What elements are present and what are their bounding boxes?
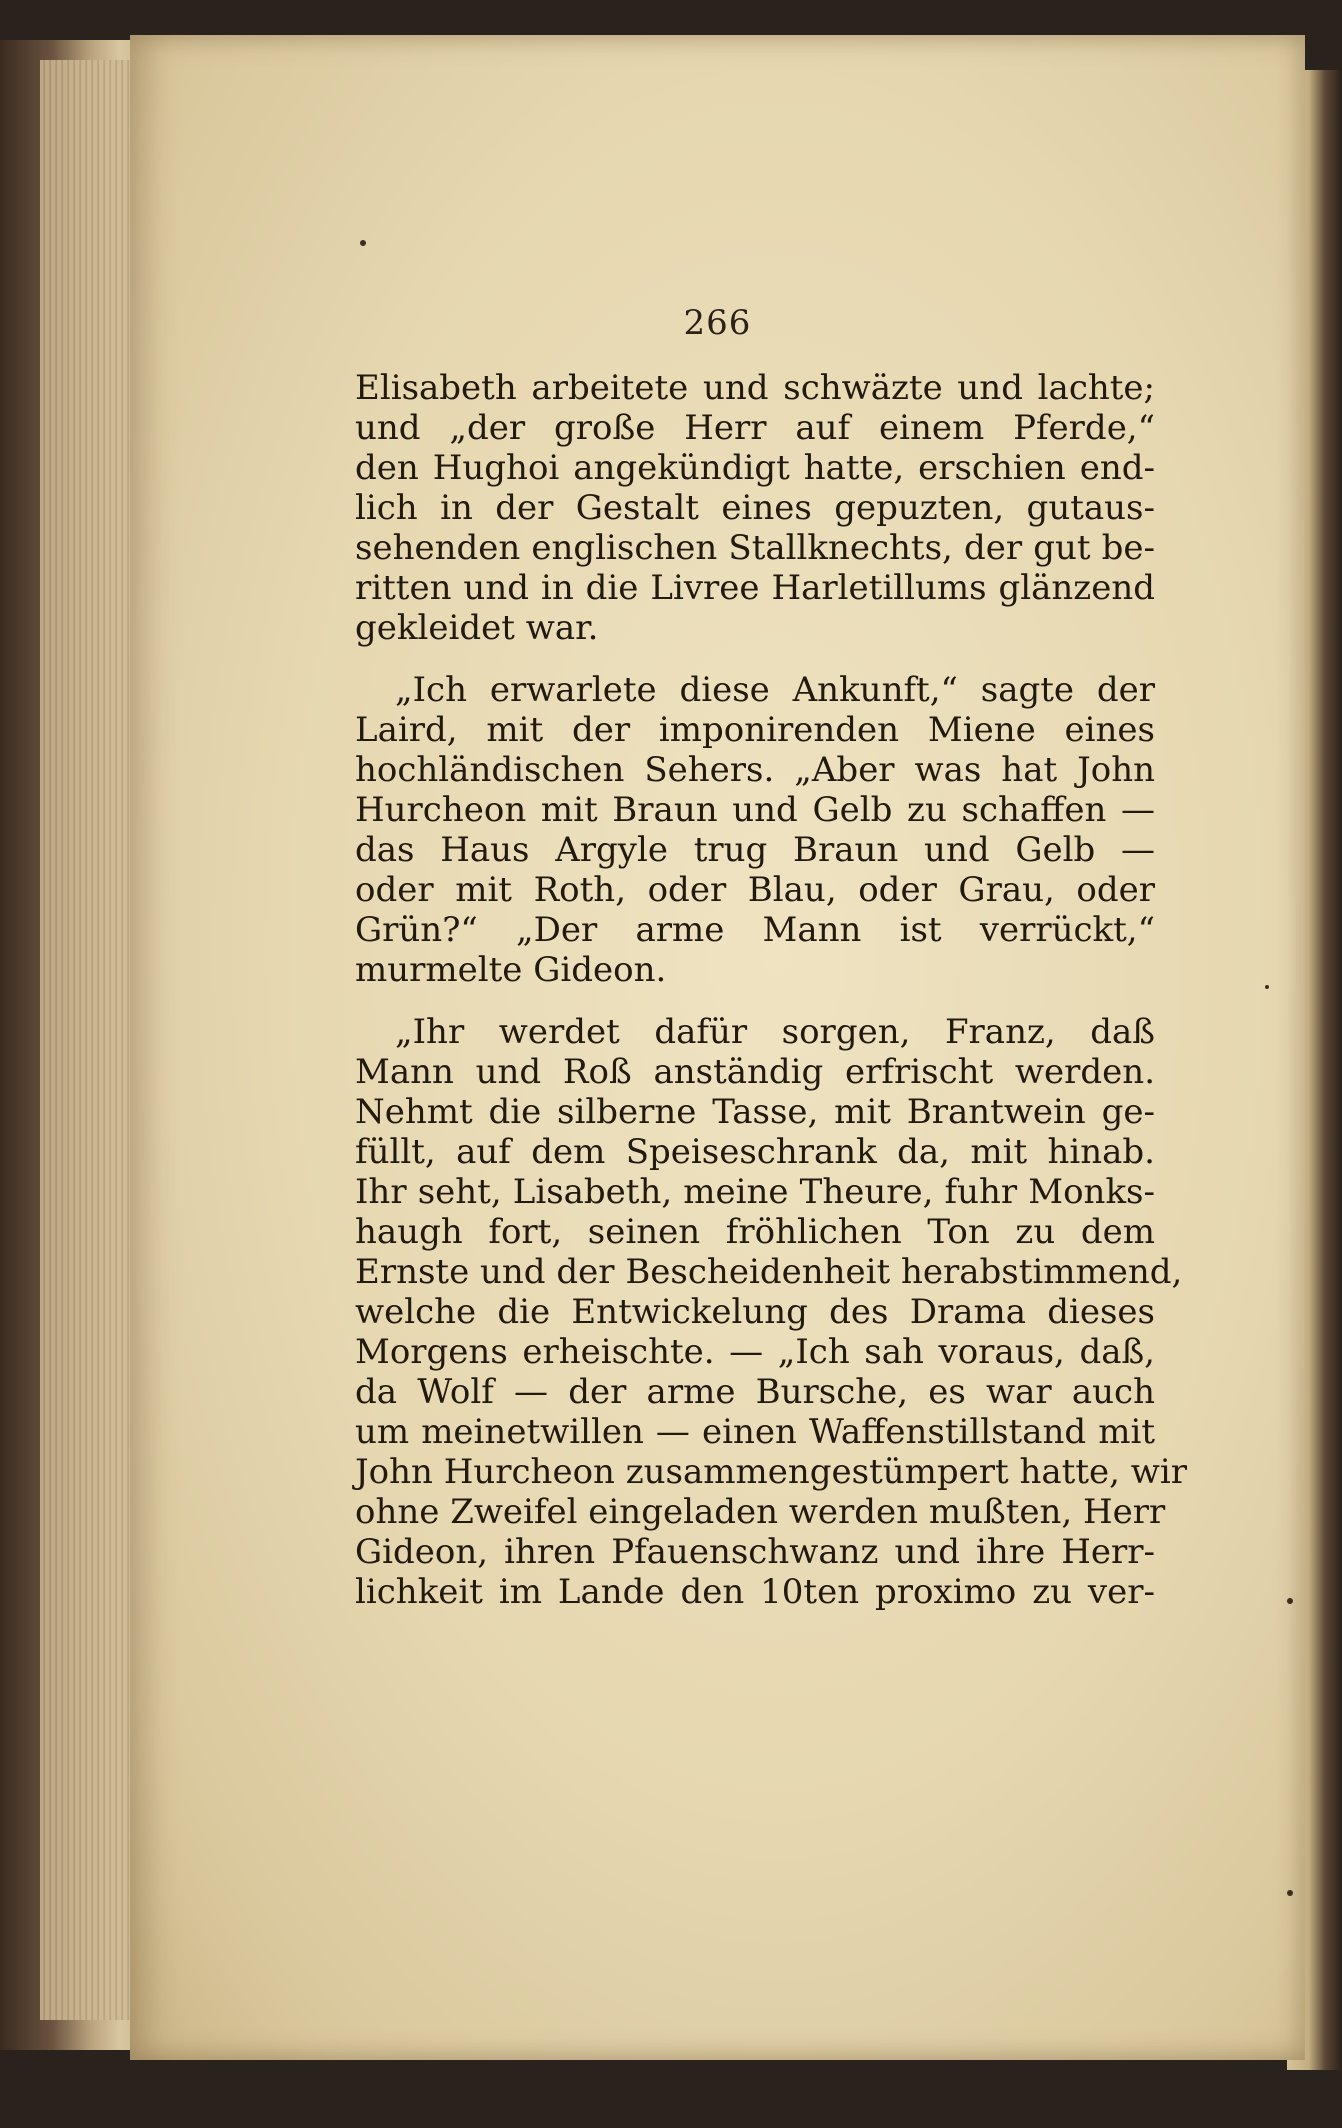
text-line: oder mit Roth, oder Blau, oder Grau, oder (355, 870, 1155, 910)
text-line: Elisabeth arbeitete und schwäzte und lachte; (355, 368, 1155, 408)
paper-speck (1287, 1598, 1293, 1604)
text-line: gekleidet war. (355, 608, 599, 648)
text-line: Mann und Roß anständig erfrischt werden. (355, 1052, 1155, 1092)
paper-speck (360, 240, 366, 246)
text-line: da Wolf — der arme Bursche, es war auch (355, 1372, 1155, 1412)
text-line: Morgens erheischte. — „Ich sah voraus, daß, (355, 1332, 1155, 1372)
text-line: lichkeit im Lande den 10ten proximo zu ver- (355, 1572, 1155, 1612)
text-line: ohne Zweifel eingeladen werden mußten, Herr (355, 1492, 1166, 1532)
text-line: welche die Entwickelung des Drama dieses (355, 1292, 1155, 1332)
text-line: hochländischen Sehers. „Aber was hat John (355, 750, 1155, 790)
text-line: sehenden englischen Stallknechts, der gut be- (355, 528, 1155, 568)
text-line: Ihr seht, Lisabeth, meine Theure, fuhr Monks- (355, 1172, 1155, 1212)
paragraph-1 (355, 368, 1155, 648)
text-line: das Haus Argyle trug Braun und Gelb — (355, 830, 1155, 870)
paragraph-2 (355, 670, 1155, 990)
text-line: den Hughoi angekündigt hatte, erschien end- (355, 448, 1155, 488)
page-number: 266 (683, 303, 752, 343)
text-line: haugh fort, seinen fröhlichen Ton zu dem (355, 1212, 1155, 1252)
text-line: „Ich erwarlete diese Ankunft,“ sagte der (395, 670, 1155, 710)
text-line: und „der große Herr auf einem Pferde,“ (355, 408, 1155, 448)
text-line: Nehmt die silberne Tasse, mit Brantwein ge- (355, 1092, 1155, 1132)
text-line: Gideon, ihren Pfauenschwanz und ihre Herr- (355, 1532, 1155, 1572)
text-line: Grün?“ „Der arme Mann ist verrückt,“ (355, 910, 1155, 950)
text-line: „Ihr werdet dafür sorgen, Franz, daß (395, 1012, 1155, 1052)
text-line: Ernste und der Bescheidenheit herabstimmend, (355, 1252, 1183, 1292)
page-text (355, 368, 1187, 1634)
text-line: um meinetwillen — einen Waffenstillstand mit (355, 1412, 1155, 1452)
paragraph-3 (355, 1012, 1187, 1612)
text-line: John Hurcheon zusammengestümpert hatte, wir (355, 1452, 1187, 1492)
text-line: ritten und in die Livree Harletillums glänzend (355, 568, 1155, 608)
text-line: lich in der Gestalt eines gepuzten, gutaus- (355, 488, 1155, 528)
paper-speck (1265, 985, 1269, 989)
text-line: Hurcheon mit Braun und Gelb zu schaffen — (355, 790, 1155, 830)
paper-speck (1287, 1890, 1293, 1896)
text-line: murmelte Gideon. (355, 950, 667, 990)
text-line: Laird, mit der imponirenden Miene eines (355, 710, 1155, 750)
text-line: füllt, auf dem Speiseschrank da, mit hinab. (355, 1132, 1155, 1172)
